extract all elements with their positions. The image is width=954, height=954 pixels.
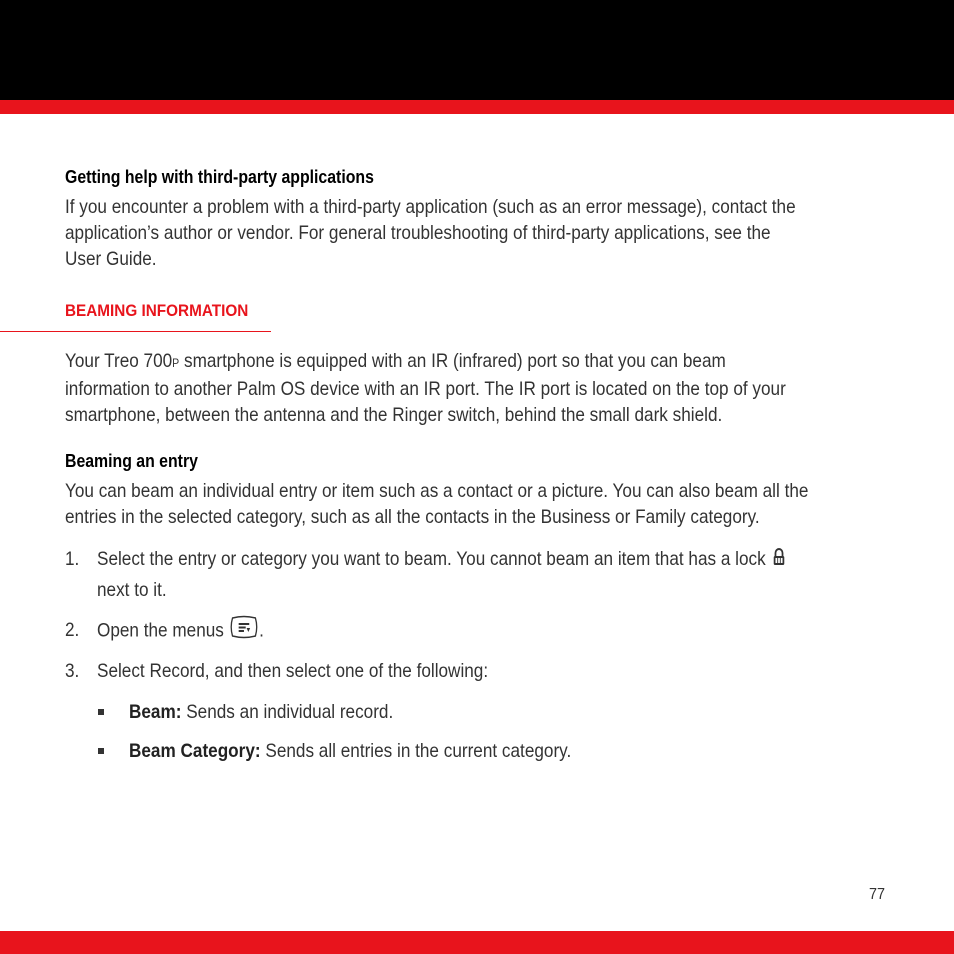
step-text: Open the menus .: [97, 615, 871, 648]
page-number: 77: [869, 886, 886, 903]
menu-key-icon: [229, 615, 259, 648]
beaming-entry-paragraph: [65, 478, 883, 530]
intro-line-1: [65, 348, 883, 376]
intro-line-3: smartphone, between the antenna and the Ringer switch, behind the small dark shield.: [65, 404, 723, 426]
help-line-2: application’s author or vendor. For general troubleshooting of third-party applications, see the: [65, 222, 771, 244]
beaming-intro-paragraph: [65, 348, 883, 428]
intro-prefix: Your Treo 700: [65, 350, 173, 372]
option-label: Beam Category:: [129, 740, 261, 762]
step-text: Select Record, and then select one of the following:: [97, 660, 489, 682]
bullet-square-icon: [98, 709, 104, 715]
option-description: Sends an individual record.: [181, 701, 394, 723]
beaming-entry-heading: Beaming an entry: [65, 451, 198, 471]
header-red-stripe: [0, 100, 954, 114]
step-number: 2.: [65, 619, 80, 641]
intro-line-1-rest: smartphone is equipped with an IR (infrared) port so that you can beam: [179, 350, 726, 372]
help-line-1: If you encounter a problem with a third-party application (such as an error message), contact the: [65, 196, 796, 218]
step-number: 1.: [65, 548, 80, 570]
help-line-3: User Guide.: [65, 248, 157, 270]
bullet-square-icon: [98, 748, 104, 754]
entry-line-1: You can beam an individual entry or item such as a contact or a picture. You can also beam all the: [65, 480, 809, 502]
header-black-band: [0, 0, 954, 100]
option-description: Sends all entries in the current category.: [260, 740, 572, 762]
intro-line-2: information to another Palm OS device with an IR port. The IR port is located on the top of your: [65, 378, 786, 400]
beaming-information-heading: BEAMING INFORMATION: [65, 301, 249, 320]
model-suffix: P: [172, 356, 180, 370]
step-text: Select the entry or category you want to beam. You cannot beam an item that has a lock next to it.: [97, 544, 871, 605]
step-number: 3.: [65, 660, 80, 682]
footer-red-band: [0, 931, 954, 954]
help-paragraph: [65, 194, 883, 272]
help-heading: Getting help with third-party applications: [65, 167, 374, 187]
lock-icon: [773, 545, 785, 575]
section-heading-rule: [0, 331, 271, 332]
entry-line-2: entries in the selected category, such as all the contacts in the Business or Family category.: [65, 506, 760, 528]
option-label: Beam:: [129, 701, 182, 723]
